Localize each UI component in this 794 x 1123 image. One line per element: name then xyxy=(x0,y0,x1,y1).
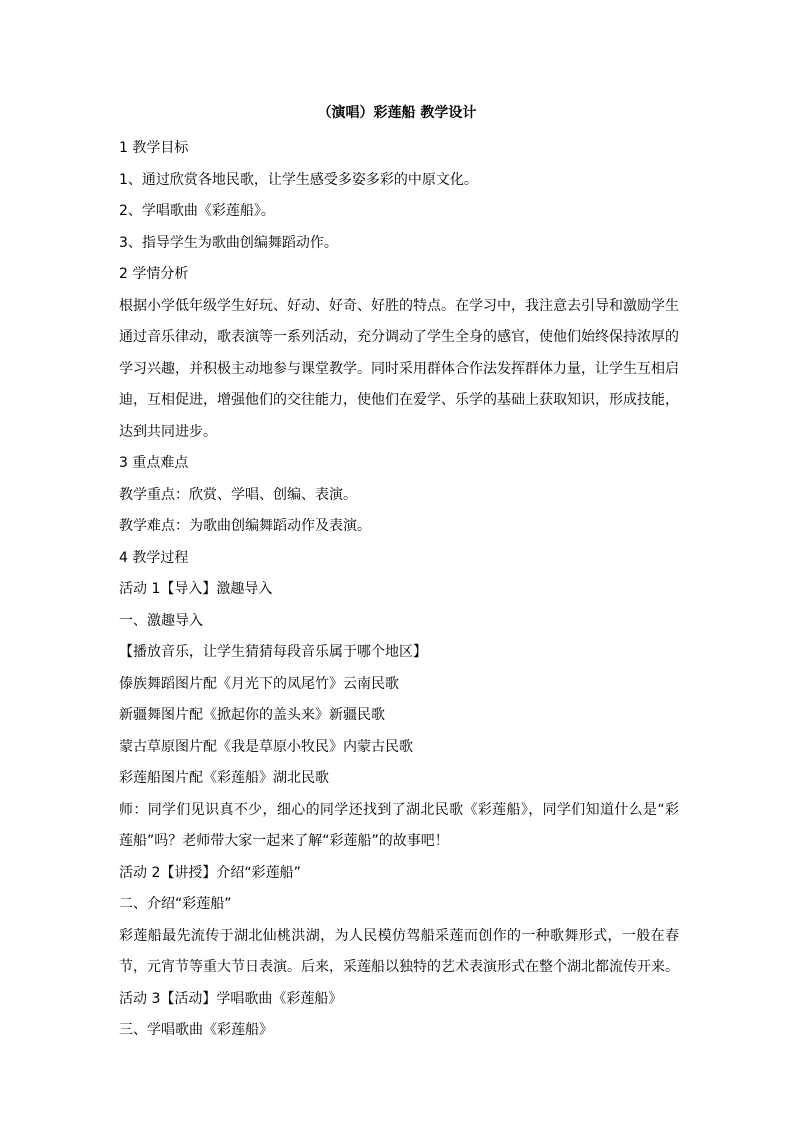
paragraph: 彩莲船最先流传于湖北仙桃洪湖，为人民模仿驾船采莲而创作的一种歌舞形式，一般在春节，元宵节等重大节日表演。后来，采莲船以独特的艺术表演形式在整个湖北都流传开来。 xyxy=(119,927,679,975)
document-body xyxy=(119,133,679,1047)
text-line: 三、学唱歌曲《彩莲船》 xyxy=(119,1022,273,1038)
text-line: 3、指导学生为歌曲创编舞蹈动作。 xyxy=(119,234,338,251)
text-line: 蒙古草原图片配《我是草原小牧民》内蒙古民歌 xyxy=(119,738,413,755)
text-line: 一、激趣导入 xyxy=(119,612,203,629)
text-line: 活动 2【讲授】介绍“彩莲船” xyxy=(119,864,301,881)
text-line: 1 教学目标 xyxy=(119,140,189,156)
text-line: 3 重点难点 xyxy=(119,455,189,471)
text-line: 教学重点：欣赏、学唱、创编、表演。 xyxy=(119,486,357,503)
paragraph: 师：同学们见识真不少，细心的同学还找到了湖北民歌《彩莲船》，同学们知道什么是“彩莲船”吗？老师带大家一起来了解“彩莲船”的故事吧！ xyxy=(119,801,679,849)
text-line: 彩莲船图片配《彩莲船》湖北民歌 xyxy=(119,770,329,786)
text-line: 新疆舞图片配《掀起你的盖头来》新疆民歌 xyxy=(119,707,385,723)
text-line: 2、学唱歌曲《彩莲船》。 xyxy=(119,203,275,219)
text-line: 1、通过欣赏各地民歌，让学生感受多姿多彩的中原文化。 xyxy=(119,171,478,188)
text-line: 傣族舞蹈图片配《月光下的凤尾竹》云南民歌 xyxy=(119,675,399,692)
text-line: 【播放音乐，让学生猜猜每段音乐属于哪个地区】 xyxy=(119,644,427,660)
text-line: 活动 3【活动】学唱歌曲《彩莲船》 xyxy=(119,990,343,1007)
text-line: 活动 1【导入】激趣导入 xyxy=(119,581,273,597)
text-line: 教学难点：为歌曲创编舞蹈动作及表演。 xyxy=(119,518,371,534)
paragraph: 根据小学低年级学生好玩、好动、好奇、好胜的特点。在学习中，我注意去引导和激励学生通过音乐律动，歌表演等一系列活动，充分调动了学生全身的感官，使他们始终保持浓厚的学习兴趣，并积极主动地参与课堂教学。同时采用群体合作法发挥群体力量，让学生互相启迪，互相促进，增强他们的交往能力，使他们在爱学、乐学的基础上获取知识，形成技能，达到共同进步。 xyxy=(119,297,679,440)
text-line: 二、介绍“彩莲船” xyxy=(119,896,232,912)
text-line: 4 教学过程 xyxy=(119,549,189,566)
page-title: （演唱）彩莲船 教学设计 xyxy=(317,105,477,121)
text-line: 2 学情分析 xyxy=(119,266,189,282)
